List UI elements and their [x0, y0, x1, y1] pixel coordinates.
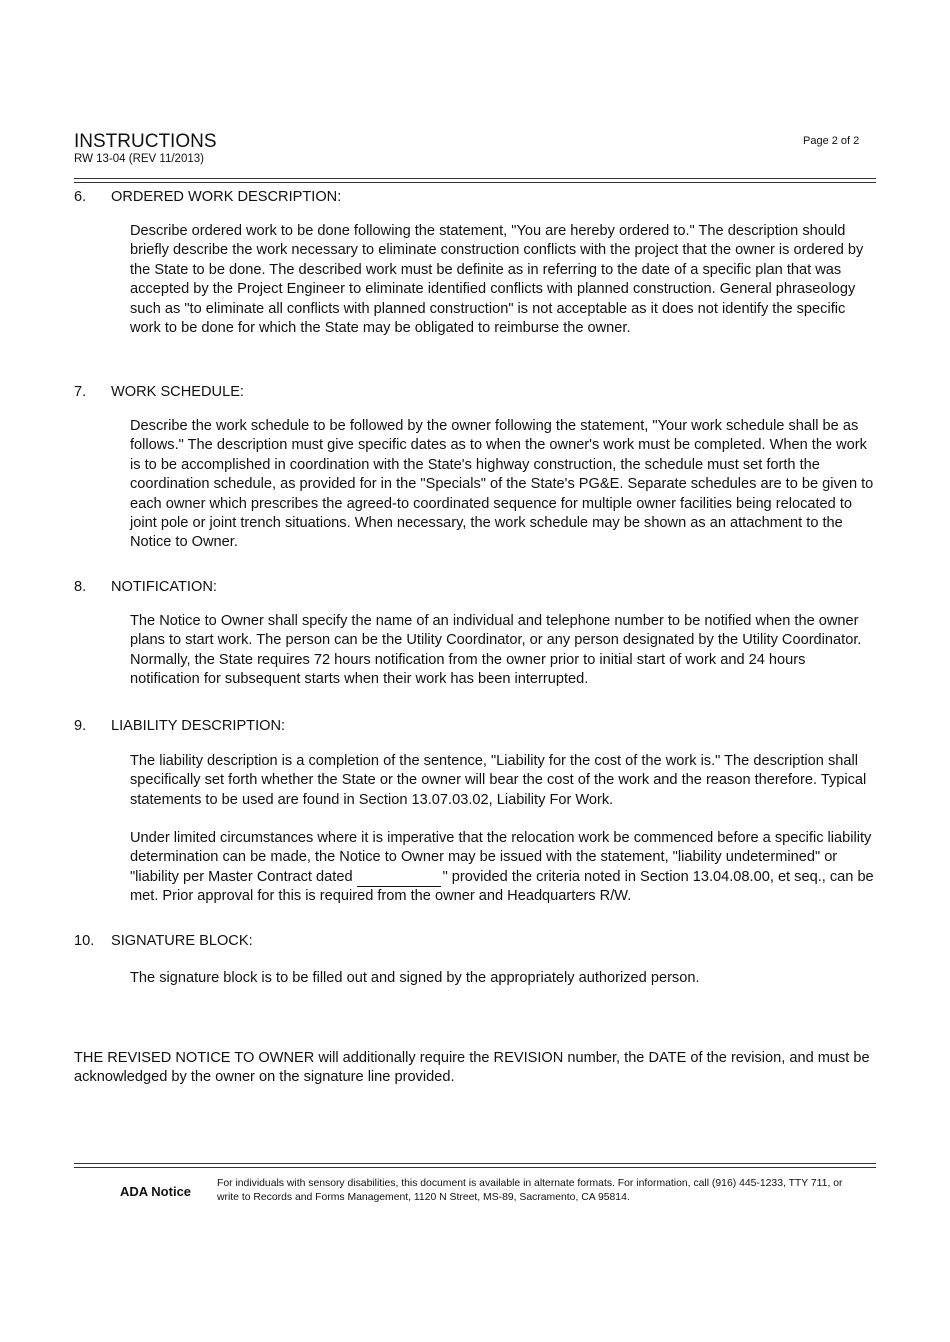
header-divider-top	[74, 178, 876, 179]
section-number: 9.	[74, 718, 87, 734]
section-title: SIGNATURE BLOCK:	[111, 933, 253, 949]
ada-notice-text: For individuals with sensory disabilities, this document is available in alternate formats. For information, call (916) 445-1233, TTY 711, or write to Records and Forms Management, 1120 N Street, MS-89, Sacramento, CA 95814.	[217, 1178, 843, 1203]
date-blank-line	[357, 872, 441, 887]
section-number: 8.	[74, 579, 87, 595]
page-number: Page 2 of 2	[803, 135, 860, 147]
section-heading-7	[74, 383, 244, 402]
section-7-paragraph: Describe the work schedule to be followed by the owner following the statement, "Your work schedule shall be as follows." The description must give specific dates as to when the owner's work must be completed. When the work is to be accomplished in coordination with the State's highway construction, the schedule must set forth the coordination schedule, as provided for in the "Specials" of the State's PG&E. Separate schedules are to be given to each owner which prescribes the agreed-to coordinated sequence for multiple owner facilities being relocated to joint pole or joint trench situations. When necessary, the work schedule may be shown as an attachment to the Notice to Owner.	[130, 418, 874, 551]
section-number: 10.	[74, 933, 95, 949]
section-9-paragraph-blank	[130, 829, 878, 907]
section-heading-6	[74, 188, 341, 207]
section-10-paragraph: The signature block is to be filled out and signed by the appropriately authorized person.	[130, 970, 700, 986]
section-9-paragraph: The liability description is a completion of the sentence, "Liability for the cost of the work is." The description shall specifically set forth whether the State or the owner will bear the cost of the work and the reason therefore. Typical statements to be used are found in Section 13.07.03.02, Liability For Work.	[130, 753, 867, 808]
section-heading-9	[74, 717, 285, 736]
section-title: ORDERED WORK DESCRIPTION:	[111, 189, 342, 205]
footer-divider-bottom	[74, 1167, 876, 1168]
form-number: RW 13-04 (REV 11/2013)	[74, 153, 204, 165]
section-number: 6.	[74, 189, 87, 205]
section-title: LIABILITY DESCRIPTION:	[111, 718, 286, 734]
paragraph-text-after-blank: " provided the criteria noted in Section 13.04.08.00, et seq., can be met. Prior approval for this is required from the owner and Headquarters R/W.	[130, 868, 874, 905]
ada-notice-label: ADA Notice	[120, 1184, 192, 1199]
document-title: INSTRUCTIONS	[74, 131, 217, 152]
section-8-paragraph: The Notice to Owner shall specify the name of an individual and telephone number to be notified when the owner plans to start work. The person can be the Utility Coordinator, or any person designated by the Utility Coordinator. Normally, the State requires 72 hours notification from the owner prior to initial start of work and 24 hours notification for subsequent starts when their work has been interrupted.	[130, 613, 862, 688]
section-number: 7.	[74, 384, 87, 400]
paragraph-text-before-blank: Under limited circumstances where it is imperative that the relocation work be commenced before a specific liability determination can be made, the Notice to Owner may be issued with the statement, "liability undetermined" or "liability per Master Contract dated	[130, 830, 872, 885]
section-heading-8	[74, 578, 217, 597]
section-title: NOTIFICATION:	[111, 579, 217, 595]
section-heading-10	[74, 932, 253, 951]
header-divider-bottom	[74, 182, 876, 183]
section-title: WORK SCHEDULE:	[111, 384, 244, 400]
revised-notice-statement: THE REVISED NOTICE TO OWNER will additionally require the REVISION number, the DATE of the revision, and must be acknowledged by the owner on the signature line provided.	[74, 1050, 870, 1086]
section-6-paragraph: Describe ordered work to be done following the statement, "You are hereby ordered to." The description should briefly describe the work necessary to eliminate construction conflicts with the project that the owner is ordered by the State to be done. The described work must be definite as in referring to the date of a specific plan that was accepted by the Project Engineer to eliminate identified conflicts with planned construction. General phraseology such as "to eliminate all conflicts with planned construction" is not acceptable as it does not identify the specific work to be done for which the State may be obligated to reimburse the owner.	[130, 223, 864, 337]
footer-divider-top	[74, 1163, 876, 1164]
